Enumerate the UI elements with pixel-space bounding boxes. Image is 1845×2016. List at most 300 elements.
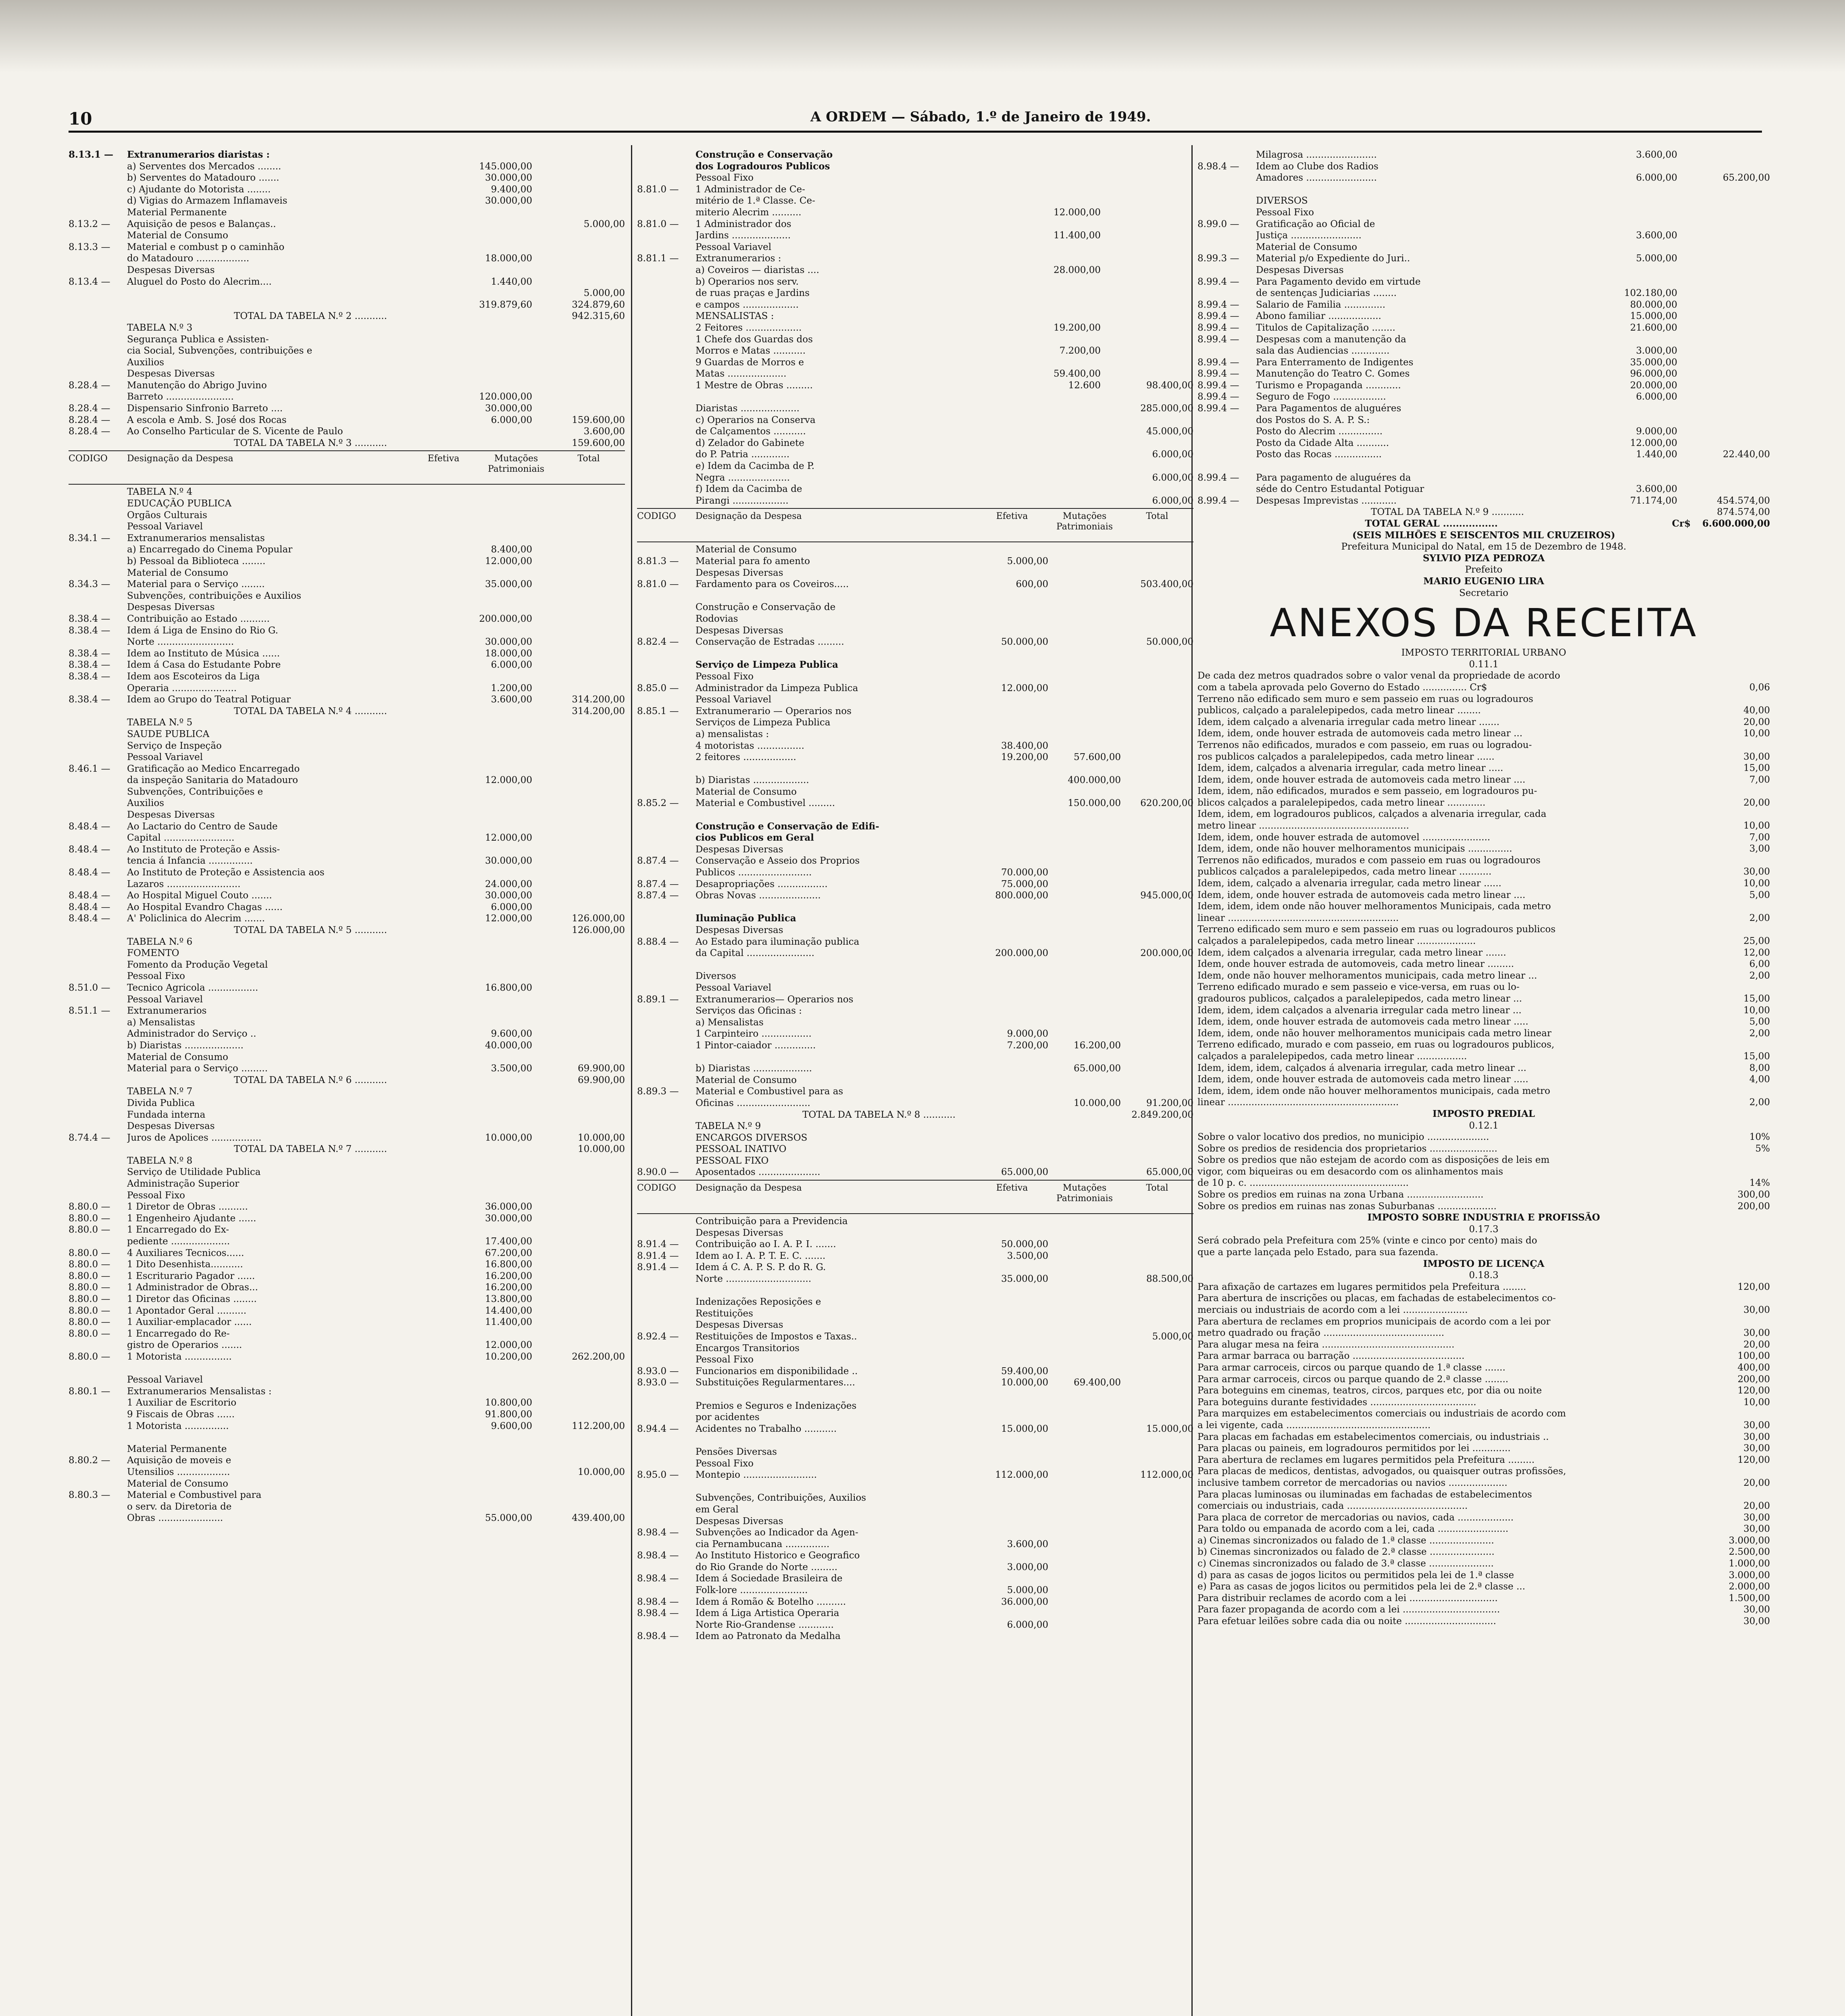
item-value-mutacoes <box>1101 357 1193 369</box>
item-value-mutacoes <box>532 798 625 809</box>
item-value-mutacoes <box>532 994 625 1006</box>
territorial-rates <box>1197 670 1770 1108</box>
item-value-efetiva <box>460 1432 532 1443</box>
item-value-mutacoes <box>1677 472 1770 484</box>
item-code <box>69 798 127 809</box>
item-value-mutacoes <box>532 207 625 219</box>
item-description: Material Permanente <box>127 1443 227 1454</box>
item-description: dos Logradouros Publicos <box>696 160 830 172</box>
rate-row <box>1197 993 1770 1005</box>
item-description: Material de Consumo <box>696 544 797 555</box>
item-description: Para Pagamento devido em virtude <box>1256 276 1421 287</box>
item-value-mutacoes <box>1677 184 1770 196</box>
rate-text: Para boteguins em cinemas, teatros, circos, parques etc, por dia ou noite <box>1197 1385 1542 1396</box>
budget-row <box>69 207 625 219</box>
item-value-mutacoes: 6.000,00 <box>1152 472 1193 483</box>
item-code: 8.80.0 — <box>69 1270 110 1281</box>
item-value-mutacoes <box>532 613 625 625</box>
item-value-efetiva <box>460 230 532 242</box>
budget-row <box>637 1227 1193 1239</box>
budget-row <box>637 1504 1193 1516</box>
item-code <box>637 322 696 334</box>
item-code <box>637 613 696 625</box>
item-code: 8.28.4 — <box>69 380 110 391</box>
item-value-mutacoes <box>532 1178 625 1190</box>
item-code <box>1197 437 1256 449</box>
item-description: Pessoal Variavel <box>127 1375 203 1385</box>
item-description: Serviço de Utilidade Publica <box>127 1167 261 1178</box>
item-description: a) Mensalistas <box>127 1017 195 1028</box>
item-value-efetiva <box>1028 161 1101 173</box>
rate-row <box>1197 924 1770 935</box>
item-code <box>637 1075 696 1086</box>
budget-row <box>69 368 625 380</box>
budget-row <box>69 184 625 196</box>
item-value-mutacoes <box>532 1120 625 1132</box>
item-code <box>637 1389 696 1400</box>
item-value-mutacoes <box>532 242 625 253</box>
budget-row <box>1197 310 1770 322</box>
item-value-efetiva <box>976 729 1048 740</box>
budget-row <box>69 1224 625 1236</box>
item-value-efetiva <box>460 590 532 602</box>
item-value-total <box>1121 683 1193 694</box>
item-value-efetiva <box>976 1389 1048 1400</box>
item-description: Pessoal Variavel <box>127 521 203 532</box>
item-code: 8.99.4 — <box>1197 322 1239 333</box>
item-description: Auxilios <box>127 357 165 368</box>
item-description: Serviços das Oficinas : <box>696 1006 802 1016</box>
item-value-mutacoes <box>1677 253 1770 264</box>
item-description: Seguro de Fogo .................. <box>1256 392 1386 402</box>
budget-row <box>69 1155 625 1167</box>
budget-row <box>637 613 1193 625</box>
item-value-efetiva <box>976 971 1048 982</box>
item-value-efetiva: 15.000,00 <box>1001 1423 1048 1434</box>
item-value-efetiva <box>460 936 532 948</box>
rate-text: Idem, idem, onde houver estrada de automoveis cada metro linear ..... <box>1197 1074 1528 1085</box>
rate-text: Idem, idem, calçados a alvenaria irregular, cada metro linear ..... <box>1197 763 1503 774</box>
item-description: de ruas praças e Jardins <box>696 288 810 299</box>
budget-row <box>637 959 1193 971</box>
budget-row <box>1197 334 1770 346</box>
rate-row <box>1197 843 1770 855</box>
budget-row <box>69 902 625 913</box>
rate-text: Para armar barraca ou barração ...................................... <box>1197 1351 1465 1362</box>
item-value-efetiva: 10.000,00 <box>485 1132 532 1143</box>
budget-row <box>637 426 1193 437</box>
item-code: 8.87.4 — <box>637 879 679 889</box>
item-code: 8.80.1 — <box>69 1386 110 1397</box>
item-description: Pessoal Fixo <box>696 1458 754 1469</box>
item-value-mutacoes <box>532 1259 625 1270</box>
budget-row <box>637 706 1193 717</box>
item-value-efetiva <box>460 207 532 219</box>
item-value-mutacoes <box>532 1409 625 1420</box>
item-code <box>1197 449 1256 460</box>
budget-row <box>637 1435 1193 1446</box>
item-code: 8.98.4 — <box>637 1550 679 1561</box>
budget-row <box>1197 149 1770 161</box>
item-value-mutacoes <box>532 1155 625 1167</box>
item-value-mutacoes <box>1048 1086 1121 1098</box>
item-description: SAUDE PUBLICA <box>127 729 210 739</box>
item-value-mutacoes <box>532 763 625 775</box>
item-description: Extranumerario — Operarios nos <box>696 706 852 716</box>
item-code <box>69 879 127 890</box>
budget-row <box>69 1190 625 1202</box>
item-value-mutacoes <box>1048 1331 1121 1343</box>
item-description: Idem á Romão & Botelho .......... <box>696 1596 846 1607</box>
budget-row <box>69 533 625 544</box>
item-code <box>637 1516 696 1527</box>
item-code <box>637 426 696 437</box>
item-value-mutacoes <box>1048 890 1121 902</box>
item-value-mutacoes <box>1048 1285 1121 1297</box>
total-extenso: (SEIS MILHÕES E SEISCENTOS MIL CRUZEIROS) <box>1352 529 1615 541</box>
budget-row <box>69 414 625 426</box>
item-value-total <box>1121 1608 1193 1619</box>
item-code: 8.85.0 — <box>637 683 679 694</box>
item-code: 8.89.3 — <box>637 1086 679 1097</box>
item-value-mutacoes <box>532 533 625 544</box>
item-description: Subvenções, Contribuições, Auxilios <box>696 1493 866 1504</box>
item-description: 1 Administrador dos <box>696 219 791 229</box>
item-description: b) Diaristas .................... <box>127 1040 244 1051</box>
item-value-efetiva <box>1605 184 1677 196</box>
item-description: Funcionarios em disponibilidade .. <box>696 1366 858 1377</box>
item-description: Material de Consumo <box>696 1075 797 1085</box>
item-value-efetiva: 6.000,00 <box>1636 173 1677 183</box>
item-code <box>637 230 696 242</box>
item-code <box>637 1585 696 1596</box>
budget-row <box>1197 184 1770 196</box>
item-description: de sentenças Judiciarias ........ <box>1256 288 1397 299</box>
item-value-mutacoes <box>532 521 625 533</box>
rate-amount <box>1705 1085 1770 1097</box>
item-code <box>637 902 696 913</box>
item-value-mutacoes <box>1677 460 1770 472</box>
item-value-mutacoes <box>1048 821 1121 833</box>
rate-row <box>1197 1177 1770 1189</box>
item-code <box>637 809 696 821</box>
imposto-industria-code: 0.17.3 <box>1469 1224 1499 1235</box>
rate-amount <box>1705 981 1770 993</box>
budget-row <box>69 1028 625 1040</box>
encargos-list <box>637 1216 1193 1642</box>
item-description: Administrador da Limpeza Publica <box>696 683 858 694</box>
item-value-efetiva <box>460 1017 532 1029</box>
item-code: 8.81.0 — <box>637 184 679 195</box>
rate-text: calçados a paralelepipedos, cada metro linear ................. <box>1197 1051 1467 1062</box>
item-value-mutacoes <box>1048 1143 1121 1155</box>
budget-row <box>637 391 1193 403</box>
item-value-efetiva <box>460 763 532 775</box>
item-value-efetiva <box>1605 219 1677 230</box>
budget-row <box>637 648 1193 660</box>
rate-row <box>1197 866 1770 878</box>
item-description: TABELA N.º 4 <box>127 487 193 498</box>
item-value-efetiva <box>460 1120 532 1132</box>
item-value-mutacoes <box>532 1305 625 1317</box>
rate-amount: 30,00 <box>1743 1524 1770 1535</box>
item-value-efetiva <box>1605 207 1677 219</box>
item-value-efetiva <box>460 867 532 879</box>
rate-row <box>1197 1489 1770 1501</box>
item-value-efetiva <box>460 729 532 740</box>
item-code <box>69 994 127 1006</box>
rate-row <box>1197 1535 1770 1547</box>
budget-row <box>637 219 1193 230</box>
rate-row <box>1197 1362 1770 1374</box>
item-description: Orgãos Culturais <box>127 510 207 521</box>
budget-row <box>69 1420 625 1432</box>
total-tabela-5: TOTAL DA TABELA N.º 5 ........... 126.000,00 <box>234 925 625 935</box>
budget-row <box>637 844 1193 856</box>
budget-row <box>69 879 625 890</box>
item-value-efetiva: 8.400,00 <box>491 544 532 555</box>
item-description: Fundada interna <box>127 1109 206 1120</box>
industria-text <box>1197 1235 1770 1258</box>
item-value-total <box>1121 1585 1193 1596</box>
item-description: 1 Encarregado do Re- <box>127 1328 230 1339</box>
item-description: b) Serventes do Matadouro ....... <box>127 173 279 183</box>
item-description: Administrador do Serviço .. <box>127 1029 256 1039</box>
item-code: 8.80.0 — <box>69 1202 110 1212</box>
budget-row <box>69 1063 625 1075</box>
item-value-mutacoes <box>532 775 625 786</box>
budget-row <box>1197 322 1770 334</box>
item-code <box>69 1236 127 1248</box>
item-description: Idem á Liga Artistica Operaria <box>696 1608 839 1619</box>
item-value-efetiva <box>976 694 1048 706</box>
item-value-mutacoes <box>532 322 625 334</box>
item-value-efetiva <box>460 971 532 982</box>
rate-amount: 2,00 <box>1749 912 1770 923</box>
item-description: Ao Estado para iluminação publica <box>696 936 860 947</box>
item-value-mutacoes <box>532 1328 625 1340</box>
rate-amount: 30,00 <box>1743 1305 1770 1315</box>
budget-row <box>637 1005 1193 1017</box>
item-value-efetiva <box>1605 414 1677 426</box>
item-description: Material de Consumo <box>1256 242 1358 252</box>
rate-row <box>1197 1374 1770 1385</box>
rate-amount: 2.000,00 <box>1728 1581 1770 1592</box>
item-value-efetiva <box>976 1132 1048 1144</box>
item-value-mutacoes <box>532 567 625 579</box>
budget-row <box>637 195 1193 207</box>
item-description: 1 Escriturario Pagador ...... <box>127 1270 255 1281</box>
item-value-efetiva: 30.000,00 <box>485 403 532 414</box>
budget-row <box>69 299 625 311</box>
rate-amount: 6,00 <box>1749 959 1770 970</box>
item-code <box>69 602 127 613</box>
imposto-predial-code: 0.12.1 <box>1469 1120 1499 1131</box>
item-value-mutacoes <box>1101 264 1193 276</box>
item-description: Juros de Apolices ................. <box>127 1132 262 1143</box>
item-description: Material Permanente <box>127 207 227 218</box>
item-value-efetiva: 10.800,00 <box>485 1397 532 1408</box>
budget-row <box>69 1512 625 1524</box>
item-code: 8.80.0 — <box>69 1248 110 1258</box>
item-value-efetiva: 13.800,00 <box>485 1294 532 1304</box>
item-description: 1 Administrador de Ce- <box>696 184 805 195</box>
item-value-efetiva: 145.000,00 <box>479 161 532 172</box>
item-description: Contribuição ao Estado .......... <box>127 613 270 624</box>
item-value-efetiva <box>460 1098 532 1109</box>
item-description: Substituições Regularmentares.... <box>696 1377 855 1388</box>
budget-row <box>637 1017 1193 1029</box>
rate-amount: 30,00 <box>1743 1443 1770 1454</box>
item-code <box>637 1017 696 1029</box>
item-value-mutacoes <box>1048 879 1121 890</box>
budget-row <box>69 1086 625 1098</box>
item-description: Rodovias <box>696 613 738 624</box>
item-description <box>696 1285 976 1297</box>
budget-row <box>69 322 625 334</box>
item-value-mutacoes <box>1048 959 1121 971</box>
item-code: 8.46.1 — <box>69 763 110 774</box>
rate-amount <box>1705 855 1770 866</box>
item-description: b) Diaristas ................... <box>696 775 809 786</box>
item-description: Material de Consumo <box>696 786 797 797</box>
item-description: Contribuição ao I. A. P. I. ....... <box>696 1239 836 1250</box>
item-description: Salario de Familia .............. <box>1256 299 1386 310</box>
item-code: 8.99.4 — <box>1197 380 1239 391</box>
item-code <box>69 1098 127 1109</box>
item-value-efetiva <box>460 1005 532 1017</box>
item-value-total <box>1121 1377 1193 1389</box>
item-code <box>69 948 127 959</box>
item-value-mutacoes <box>532 368 625 380</box>
budget-row <box>69 230 625 242</box>
title-secretario: Secretario <box>1459 587 1508 598</box>
item-code <box>69 971 127 982</box>
item-description: Material de Consumo <box>127 1052 229 1062</box>
rate-text: Terreno edificado murado e sem passeio e vice-versa, em ruas ou lo- <box>1197 982 1520 993</box>
item-description: Restituições <box>696 1308 753 1319</box>
budget-row <box>69 994 625 1006</box>
item-code <box>637 717 696 729</box>
rate-amount <box>1705 1293 1770 1304</box>
item-description: cia Pernambucana ............... <box>696 1539 830 1549</box>
rate-text: Sobre os predios que não estejam de acordo com as disposições de leis em <box>1197 1155 1550 1166</box>
rate-row <box>1197 1304 1770 1316</box>
item-value-mutacoes <box>532 1213 625 1225</box>
item-code <box>69 959 127 971</box>
item-value-efetiva <box>460 1328 532 1340</box>
item-value-efetiva <box>460 1374 532 1386</box>
item-value-mutacoes <box>1048 786 1121 798</box>
rate-text: Para abertura de reclames em proprios municipais de acordo com a lei por <box>1197 1316 1551 1327</box>
item-code <box>637 786 696 798</box>
item-description: Despesas Diversas <box>127 602 215 613</box>
rate-row <box>1197 705 1770 716</box>
item-code <box>637 276 696 288</box>
item-code <box>637 287 696 299</box>
item-value-total <box>1121 613 1193 625</box>
item-code <box>637 1120 696 1132</box>
item-description: 1 Pintor-caiador .............. <box>696 1040 816 1051</box>
budget-row <box>637 1550 1193 1562</box>
item-value-mutacoes <box>1048 1132 1121 1144</box>
budget-row <box>69 161 625 173</box>
item-value-total <box>1121 809 1193 821</box>
rate-row <box>1197 1350 1770 1362</box>
item-description: Tecnico Agricola ................. <box>127 982 258 993</box>
rate-amount: 7,00 <box>1749 832 1770 843</box>
item-code <box>69 1086 127 1098</box>
budget-row <box>69 1005 625 1017</box>
item-code: 8.51.0 — <box>69 982 110 993</box>
item-description: do P. Patria ............. <box>696 449 790 460</box>
item-value-total <box>1121 1550 1193 1562</box>
item-value-efetiva <box>1028 472 1101 484</box>
item-value-efetiva: 59.400,00 <box>1053 369 1101 379</box>
item-description: Operaria ...................... <box>127 683 237 694</box>
item-value-total <box>1121 1040 1193 1052</box>
rate-amount: 30,00 <box>1743 866 1770 877</box>
item-code <box>69 1512 127 1524</box>
item-value-efetiva <box>460 510 532 521</box>
item-value-mutacoes <box>532 230 625 242</box>
item-value-efetiva <box>460 740 532 752</box>
item-code <box>69 357 127 369</box>
budget-row <box>69 648 625 660</box>
budget-row <box>69 1178 625 1190</box>
item-description: Conservação e Asseio dos Proprios <box>696 856 860 866</box>
budget-row <box>1197 403 1770 414</box>
budget-row <box>637 567 1193 579</box>
item-description: Despesas Imprevistas ............ <box>1256 495 1397 506</box>
item-value-total <box>1121 786 1193 798</box>
item-code <box>69 486 127 498</box>
item-value-mutacoes <box>1677 322 1770 334</box>
budget-row <box>637 495 1193 507</box>
item-value-efetiva <box>1605 334 1677 346</box>
item-code: 8.13.1 — <box>69 149 114 160</box>
item-value-mutacoes <box>1048 1492 1121 1504</box>
item-value-total <box>1121 971 1193 982</box>
budget-row <box>1197 276 1770 288</box>
rate-row <box>1197 1443 1770 1454</box>
budget-row <box>637 1273 1193 1285</box>
signature-secretario: MARIO EUGENIO LIRA <box>1423 575 1544 587</box>
item-description: d) Vigias do Armazem Inflamaveis <box>127 196 287 206</box>
item-value-mutacoes <box>1048 1216 1121 1227</box>
item-description: Extranumerarios : <box>696 253 781 264</box>
item-code <box>69 683 127 694</box>
item-value-efetiva: 67.200,00 <box>485 1248 532 1258</box>
item-code: 8.91.4 — <box>637 1250 679 1261</box>
item-value-efetiva: 6.000,00 <box>1007 1619 1048 1630</box>
item-value-efetiva <box>976 1331 1048 1343</box>
item-code <box>637 1216 696 1227</box>
item-value-efetiva: 1.200,00 <box>491 683 532 694</box>
item-code <box>637 671 696 683</box>
budget-row <box>69 775 625 786</box>
item-value-mutacoes: 10.000,00 <box>1073 1098 1121 1108</box>
budget-row <box>69 1397 625 1409</box>
item-value-mutacoes: 5.000,00 <box>583 219 625 229</box>
item-value-efetiva <box>976 798 1048 809</box>
item-code <box>69 786 127 798</box>
budget-row <box>69 1443 625 1455</box>
item-value-total: 91.200,00 <box>1146 1098 1193 1108</box>
item-code: 8.80.2 — <box>69 1455 110 1466</box>
item-value-efetiva <box>460 1455 532 1466</box>
rate-row <box>1197 1616 1770 1627</box>
